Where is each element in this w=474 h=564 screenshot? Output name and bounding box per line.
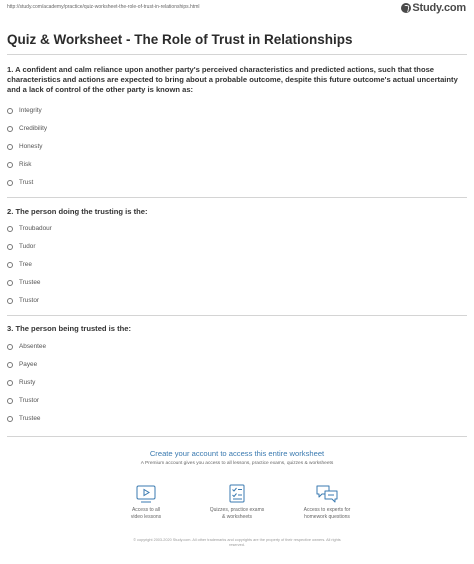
feature-label-line: Access to all	[131, 507, 161, 513]
cta-subtitle: A Premium account gives you access to all lessons, practice exams, quizzes & worksheets	[140, 461, 334, 466]
create-account-link[interactable]: Create your account to access this entire worksheet	[149, 449, 325, 458]
option-label: Risk	[19, 161, 32, 168]
option-label: Absentee	[19, 343, 47, 350]
option-label: Trustor	[19, 297, 40, 304]
radio-button[interactable]	[7, 226, 13, 232]
question-2	[7, 207, 467, 217]
copyright-notice	[0, 538, 474, 548]
radio-button[interactable]	[7, 108, 13, 114]
q2-option-1[interactable]	[7, 225, 52, 232]
radio-button[interactable]	[7, 144, 13, 150]
feature-label-line: & worksheets	[221, 513, 252, 520]
q3-option-2[interactable]	[7, 361, 37, 368]
option-label: Trustee	[19, 415, 41, 422]
question-3-text: 3. The person being trusted is the:	[7, 324, 132, 333]
q2-option-2[interactable]	[7, 243, 35, 250]
radio-button[interactable]	[7, 362, 13, 368]
option-label: Trustor	[19, 397, 40, 404]
radio-button[interactable]	[7, 280, 13, 286]
radio-button[interactable]	[7, 380, 13, 386]
q1-option-3[interactable]	[7, 143, 42, 150]
radio-button[interactable]	[7, 180, 13, 186]
feature-label-line: Quizzes, practice exams	[209, 507, 265, 513]
page-title: Quiz & Worksheet - The Role of Trust in Relationships	[7, 32, 353, 47]
q2-option-4[interactable]	[7, 279, 40, 286]
question-divider	[7, 315, 467, 316]
radio-button[interactable]	[7, 162, 13, 168]
title-divider	[7, 54, 467, 55]
option-label: Trustee	[19, 279, 41, 286]
option-label: Troubadour	[19, 225, 52, 232]
radio-button[interactable]	[7, 126, 13, 132]
question-2-text: 2. The person doing the trusting is the:	[7, 207, 148, 216]
study-logo-text: Study.com	[412, 2, 466, 14]
question-1	[7, 65, 467, 95]
option-label: Credibility	[19, 125, 48, 132]
study-logo[interactable]	[401, 2, 466, 14]
option-label: Integrity	[19, 107, 42, 114]
q2-option-3[interactable]	[7, 261, 32, 268]
q1-option-4[interactable]	[7, 161, 31, 168]
option-label: Tree	[19, 261, 32, 268]
question-divider	[7, 197, 467, 198]
cta-divider	[7, 436, 467, 437]
radio-button[interactable]	[7, 244, 13, 250]
q3-option-4[interactable]	[7, 397, 39, 404]
feature-experts	[287, 484, 367, 520]
page-url[interactable]: http://study.com/academy/practice/quiz-worksheet-the-role-of-trust-in-relationships.html	[7, 4, 200, 10]
q3-option-1[interactable]	[7, 343, 46, 350]
radio-button[interactable]	[7, 298, 13, 304]
study-logo-icon	[401, 3, 411, 13]
q1-option-2[interactable]	[7, 125, 47, 132]
q1-option-5[interactable]	[7, 179, 33, 186]
radio-button[interactable]	[7, 416, 13, 422]
top-bar	[0, 0, 474, 13]
chat-bubbles-icon	[315, 484, 339, 504]
q1-option-1[interactable]	[7, 107, 42, 114]
feature-quizzes	[197, 484, 277, 520]
feature-label-line: video lessons	[130, 513, 162, 520]
q2-option-5[interactable]	[7, 297, 39, 304]
option-label: Trust	[19, 179, 34, 186]
radio-button[interactable]	[7, 398, 13, 404]
radio-button[interactable]	[7, 344, 13, 350]
feature-label-line: homework questions	[304, 513, 350, 520]
feature-video-lessons	[106, 484, 186, 520]
feature-label-line: Access to experts for	[303, 507, 351, 513]
question-1-text: 1. A confident and calm reliance upon another party's perceived characteristics and predicted actions, such that those characteristics and actions are expected to bring about a probable outcome, despite this future outcome's actual uncertainty and a lack of control of the other party is known as:	[7, 65, 458, 94]
q3-option-3[interactable]	[7, 379, 35, 386]
q3-option-5[interactable]	[7, 415, 40, 422]
copyright-line: reserved.	[229, 543, 245, 547]
option-label: Rusty	[19, 379, 36, 386]
video-play-icon	[135, 484, 157, 504]
option-label: Payee	[19, 361, 38, 368]
option-label: Honesty	[19, 143, 43, 150]
copyright-line: © copyright 2003-2020 Study.com. All other trademarks and copyrights are the property of their respective owners. All rights	[133, 538, 341, 542]
question-3	[7, 324, 467, 334]
quiz-checklist-icon	[226, 484, 248, 504]
radio-button[interactable]	[7, 262, 13, 268]
option-label: Tudor	[19, 243, 36, 250]
